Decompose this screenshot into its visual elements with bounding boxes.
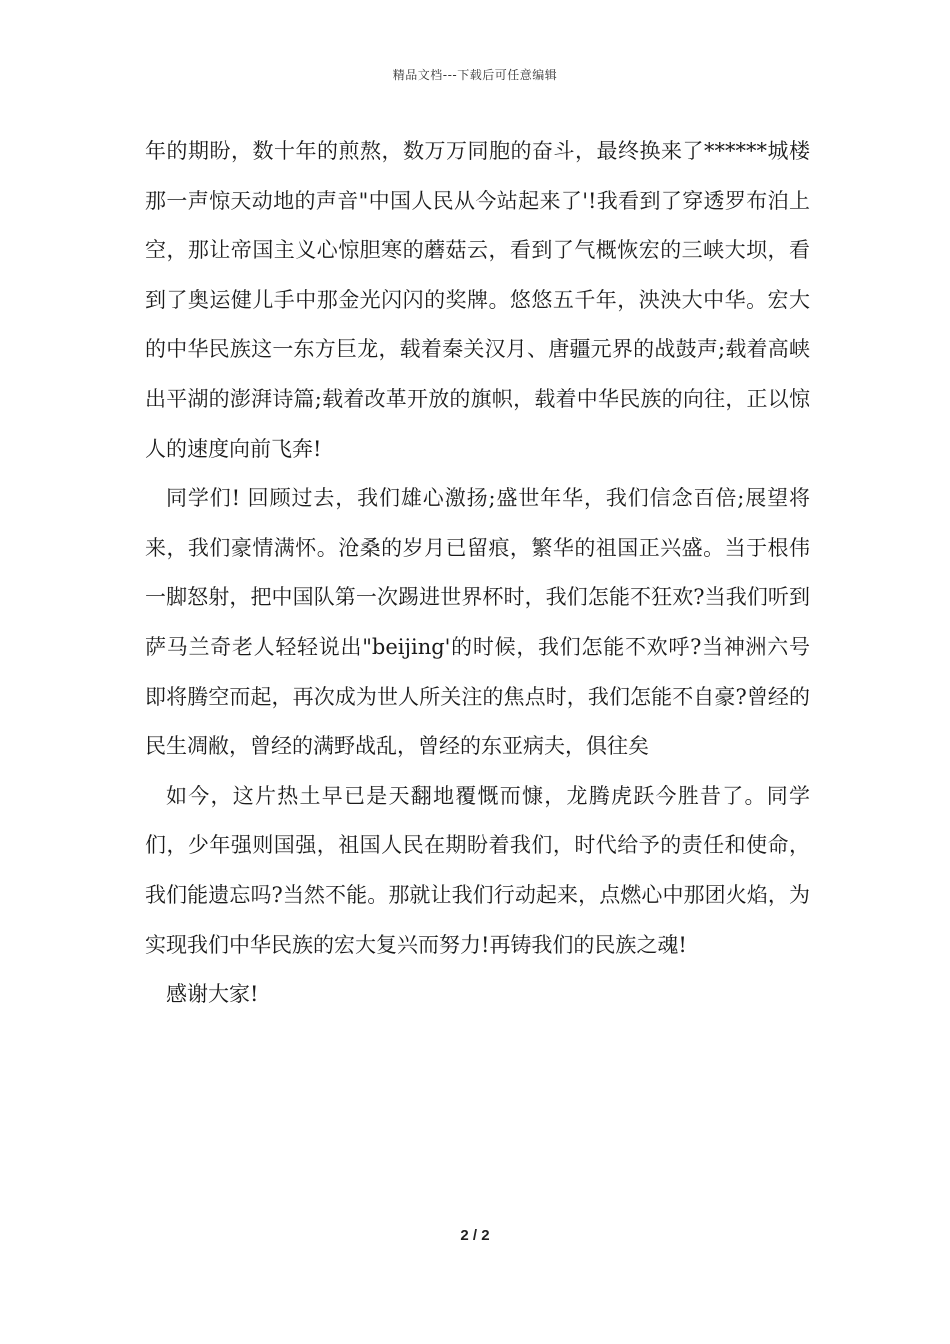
paragraph-3: 如今，这片热土早已是天翻地覆慨而慷，龙腾虎跃今胜昔了。同学们，少年强则国强，祖国人民在期盼着我们，时代给予的责任和使命，我们能遗忘吗?当然不能。那就让我们行动起来，点燃心中那团火焰，为实现我们中华民族的宏大复兴而努力!再铸我们的民族之魂! <box>145 783 810 957</box>
paragraph-1: 年的期盼，数十年的煎熬，数万万同胞的奋斗，最终换来了******城楼那一声惊天动地的声音"中国人民从今站起来了'!我看到了穿透罗布泊上空，那让帝国主义心惊胆寒的蘑菇云，看到了气概恢宏的三峡大坝，看到了奥运健儿手中那金光闪闪的奖牌。悠悠五千年，泱泱大中华。宏大的中华民族这一东方巨龙，载着秦关汉月、唐疆元界的战鼓声;载着高峡出平湖的澎湃诗篇;载着改革开放的旗帜，载着中华民族的向往，正以惊人的速度向前飞奔! <box>145 139 810 461</box>
paragraph-2: 同学们! 回顾过去，我们雄心激扬;盛世年华，我们信念百倍;展望将来，我们豪情满怀。沧桑的岁月已留痕，繁华的祖国正兴盛。当于根伟一脚怒射，把中国队第一次踢进世界杯时，我们怎能不狂欢?当我们听到萨马兰奇老人轻轻说出"beijing'的时候，我们怎能不欢呼?当神洲六号即将腾空而起，再次成为世人所关注的焦点时，我们怎能不自豪?曾经的民生凋敝，曾经的满野战乱，曾经的东亚病夫，俱往矣 <box>145 486 810 759</box>
page-header: 精品文档---下载后可任意编辑 <box>392 68 558 82</box>
document-body <box>145 127 810 1020</box>
paragraph-4: 感谢大家! <box>166 982 259 1007</box>
page-number: 2 / 2 <box>460 1227 490 1244</box>
